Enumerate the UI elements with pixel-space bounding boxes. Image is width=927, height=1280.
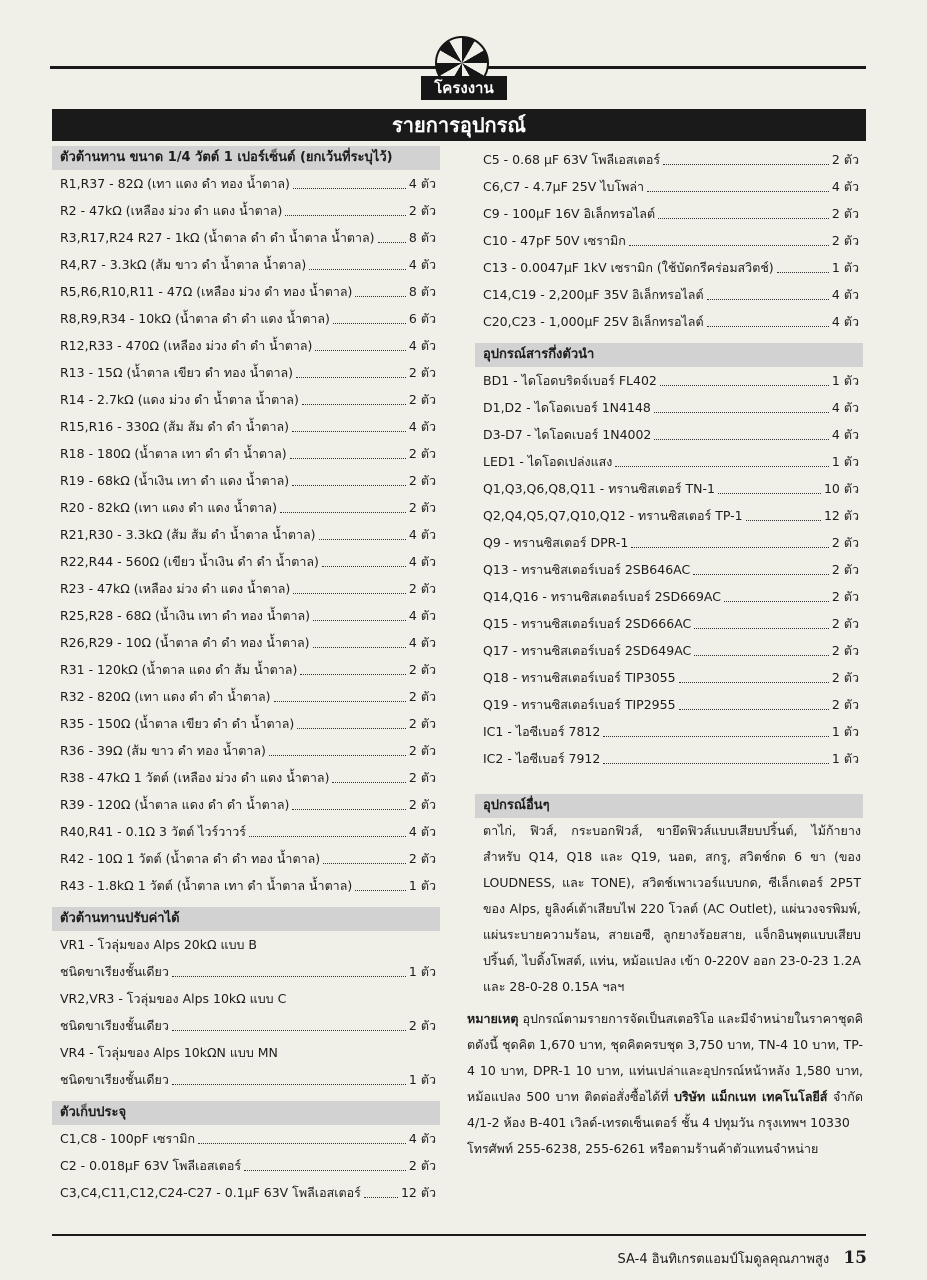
- part-quantity: 4 ตัว: [831, 427, 859, 442]
- dot-leader: [654, 412, 829, 413]
- part-name: C2 - 0.018μF 63V โพลีเอสเตอร์: [60, 1158, 242, 1173]
- pot-item: [52, 1012, 440, 1039]
- part-name: R26,R29 - 10Ω (น้ำตาล ดำ ดำ ทอง น้ำตาล): [60, 635, 310, 650]
- semiconductor-list: [475, 367, 863, 772]
- resistor-item: [52, 386, 440, 413]
- resistor-item: [52, 548, 440, 575]
- part-name: C10 - 47pF 50V เซรามิก: [483, 233, 626, 248]
- part-quantity: 2 ตัว: [831, 670, 859, 685]
- resistor-item: [52, 494, 440, 521]
- pot-item-title: VR2,VR3 - โวลุ่มของ Alps 10kΩ แบบ C: [60, 991, 287, 1006]
- dot-leader: [293, 593, 406, 594]
- others-text: ตาไก่, ฟิวส์, กระบอกฟิวส์, ขายึดฟิวส์แบบเสียบปริ้นต์, ไม้ก้ายาง สำหรับ Q14, Q18 และ Q19, นอต, สกรู, สวิตช์กด 6 ขา (ของ LOUDNESS, และ TONE), สวิตช์เพาเวอร์แบบกด, ซีเล็กเตอร์ 2P5T ของ Alps, ยูลิงค์เต้าเสียบไฟ 220 โวลต์ (AC Outlet), แผ่นวงจรพิมพ์, แผ่นระบายความร้อน, สายเอซี, ลูกยางร้อยสาย, แจ็กอินพุตแบบเสียบปริ้นต์, ไบดิ้งโพสต์, แท่น, หม้อแปลง เข้า 0-220V ออก 23-0-23 1.2A และ 28-0-28 0.15A ฯลฯ: [483, 823, 861, 994]
- semiconductor-item: [475, 610, 863, 637]
- part-quantity: 2 ตัว: [408, 770, 436, 785]
- dot-leader: [290, 458, 406, 459]
- pot-item-title: VR1 - โวลุ่มของ Alps 20kΩ แบบ B: [60, 937, 257, 952]
- part-quantity: 2 ตัว: [408, 797, 436, 812]
- part-quantity: 2 ตัว: [831, 206, 859, 221]
- part-name: R14 - 2.7kΩ (แดง ม่วง ดำ น้ำตาล น้ำตาล): [60, 392, 299, 407]
- part-name: R21,R30 - 3.3kΩ (ส้ม ส้ม ดำ น้ำตาล น้ำตาล): [60, 527, 316, 542]
- part-name: Q1,Q3,Q6,Q8,Q11 - ทรานซิสเตอร์ TN-1: [483, 481, 715, 496]
- dot-leader: [658, 218, 829, 219]
- note-label: หมายเหตุ: [467, 1011, 519, 1026]
- part-name: Q18 - ทรานซิสเตอร์เบอร์ TIP3055: [483, 670, 676, 685]
- part-quantity: 2 ตัว: [831, 616, 859, 631]
- part-quantity: 2 ตัว: [831, 589, 859, 604]
- semiconductor-item: [475, 664, 863, 691]
- semiconductor-item: [475, 475, 863, 502]
- semiconductor-item: [475, 529, 863, 556]
- part-quantity: 8 ตัว: [408, 230, 436, 245]
- part-quantity: 2 ตัว: [408, 662, 436, 677]
- dot-leader: [274, 701, 406, 702]
- part-name: Q17 - ทรานซิสเตอร์เบอร์ 2SD649AC: [483, 643, 692, 658]
- part-name: C20,C23 - 1,000μF 25V อิเล็กทรอไลต์: [483, 314, 704, 329]
- resistor-item: [52, 656, 440, 683]
- capacitor-item: [475, 227, 863, 254]
- resistor-item: [52, 764, 440, 791]
- semiconductor-item: [475, 718, 863, 745]
- part-quantity: 4 ตัว: [831, 314, 859, 329]
- capacitor-list-continued: [475, 146, 863, 335]
- resistor-item: [52, 305, 440, 332]
- dot-leader: [292, 431, 406, 432]
- resistors-heading: ตัวต้านทาน ขนาด 1/4 วัตต์ 1 เปอร์เซ็นต์ (ยกเว้นที่ระบุไว้): [52, 146, 440, 170]
- dot-leader: [355, 890, 406, 891]
- semiconductor-item: [475, 502, 863, 529]
- part-name: Q15 - ทรานซิสเตอร์เบอร์ 2SD666AC: [483, 616, 692, 631]
- part-quantity: 4 ตัว: [831, 179, 859, 194]
- dot-leader: [269, 755, 406, 756]
- resistor-item: [52, 845, 440, 872]
- resistor-item: [52, 629, 440, 656]
- resistor-item: [52, 278, 440, 305]
- part-quantity: 4 ตัว: [408, 176, 436, 191]
- part-quantity: 2 ตัว: [408, 500, 436, 515]
- semiconductor-item: [475, 745, 863, 772]
- resistor-list: [52, 170, 440, 899]
- part-name: C6,C7 - 4.7μF 25V ไบโพล่า: [483, 179, 645, 194]
- resistor-item: [52, 332, 440, 359]
- resistor-item: [52, 440, 440, 467]
- semiconductor-item: [475, 556, 863, 583]
- part-quantity: 2 ตัว: [408, 365, 436, 380]
- part-name: C5 - 0.68 μF 63V โพลีเอสเตอร์: [483, 152, 661, 167]
- resistor-item: [52, 818, 440, 845]
- dot-leader: [364, 1197, 398, 1198]
- others-heading: อุปกรณ์อื่นๆ: [475, 794, 863, 818]
- part-name: C9 - 100μF 16V อิเล็กทรอไลต์: [483, 206, 656, 221]
- semiconductor-item: [475, 421, 863, 448]
- dot-leader: [285, 215, 406, 216]
- dot-leader: [615, 466, 829, 467]
- bottom-rule: [52, 1234, 866, 1236]
- semiconductor-item: [475, 394, 863, 421]
- part-quantity: 2 ตัว: [831, 152, 859, 167]
- part-name: Q2,Q4,Q5,Q7,Q10,Q12 - ทรานซิสเตอร์ TP-1: [483, 508, 743, 523]
- resistor-item: [52, 251, 440, 278]
- part-quantity: 4 ตัว: [408, 419, 436, 434]
- dot-leader: [296, 377, 406, 378]
- part-name: R20 - 82kΩ (เทา แดง ดำ แดง น้ำตาล): [60, 500, 277, 515]
- resistor-item: [52, 575, 440, 602]
- part-quantity: 4 ตัว: [408, 257, 436, 272]
- part-quantity: 1 ตัว: [408, 964, 436, 979]
- part-quantity: 4 ตัว: [408, 554, 436, 569]
- dot-leader: [302, 404, 406, 405]
- dot-leader: [313, 647, 406, 648]
- part-quantity: 1 ตัว: [831, 724, 859, 739]
- dot-leader: [777, 272, 829, 273]
- part-name: D3-D7 - ไดโอดเบอร์ 1N4002: [483, 427, 652, 442]
- part-name: C13 - 0.0047μF 1kV เซรามิก (ใช้บัดกรีคร่อมสวิตช์): [483, 260, 774, 275]
- dot-leader: [378, 242, 406, 243]
- part-quantity: 1 ตัว: [831, 373, 859, 388]
- page-title: รายการอุปกรณ์: [52, 109, 866, 141]
- capacitor-item: [52, 1152, 440, 1179]
- part-quantity: 2 ตัว: [408, 392, 436, 407]
- part-quantity: 4 ตัว: [408, 338, 436, 353]
- capacitor-item: [475, 146, 863, 173]
- resistor-item: [52, 224, 440, 251]
- part-quantity: 1 ตัว: [408, 1072, 436, 1087]
- note-phone: โทรศัพท์ 255-6238, 255-6261 หรือตามร้านค้าตัวแทนจำหน่าย: [467, 1141, 819, 1156]
- part-quantity: 2 ตัว: [408, 1018, 436, 1033]
- semiconductor-item: [475, 367, 863, 394]
- resistor-item: [52, 521, 440, 548]
- pot-item: [52, 958, 440, 985]
- part-quantity: 2 ตัว: [408, 1158, 436, 1173]
- dot-leader: [319, 539, 406, 540]
- part-name: R5,R6,R10,R11 - 47Ω (เหลือง ม่วง ดำ ทอง น้ำตาล): [60, 284, 353, 299]
- dot-leader: [172, 1084, 406, 1085]
- semis-heading: อุปกรณ์สารกึ่งตัวนำ: [475, 343, 863, 367]
- dot-leader: [297, 728, 406, 729]
- resistor-item: [52, 872, 440, 899]
- capacitor-item: [475, 200, 863, 227]
- part-quantity: 4 ตัว: [408, 635, 436, 650]
- part-name: C14,C19 - 2,200μF 35V อิเล็กทรอไลต์: [483, 287, 704, 302]
- note-text: อุปกรณ์ตามรายการจัดเป็นสเตอริโอ และมีจำหน่ายในราคาชุดคิตดังนี้ ชุดคิต 1,670 บาท, ชุดคิตครบชุด 3,750 บาท, TN-4 10 บาท, TP-4 10 บาท, DPR-1 10 บาท, แท่นเปล่าและอุปกรณ์หน้าหลัง 1,580 บาท, หม้อแปลง 500 บาท ติดต่อสั่งซื้อได้ที่: [467, 1011, 863, 1104]
- part-name: R38 - 47kΩ 1 วัตต์ (เหลือง ม่วง ดำ แดง น้ำตาล): [60, 770, 330, 785]
- right-column: [467, 146, 863, 1162]
- part-quantity: 4 ตัว: [831, 400, 859, 415]
- part-name: R22,R44 - 560Ω (เขียว น้ำเงิน ดำ ดำ น้ำตาล): [60, 554, 319, 569]
- part-quantity: 1 ตัว: [831, 751, 859, 766]
- pots-heading: ตัวต้านทานปรับค่าได้: [52, 907, 440, 931]
- part-quantity: 2 ตัว: [831, 697, 859, 712]
- part-name: R3,R17,R24 R27 - 1kΩ (น้ำตาล ดำ ดำ น้ำตาล น้ำตาล): [60, 230, 375, 245]
- part-quantity: 4 ตัว: [408, 824, 436, 839]
- capacitor-item: [475, 308, 863, 335]
- part-quantity: 12 ตัว: [823, 508, 859, 523]
- part-quantity: 2 ตัว: [408, 473, 436, 488]
- semiconductor-item: [475, 583, 863, 610]
- capacitor-item: [52, 1179, 440, 1206]
- part-name: C1,C8 - 100pF เซรามิก: [60, 1131, 196, 1146]
- part-name: R19 - 68kΩ (น้ำเงิน เทา ดำ แดง น้ำตาล): [60, 473, 290, 488]
- dot-leader: [718, 493, 821, 494]
- resistor-item: [52, 683, 440, 710]
- dot-leader: [292, 485, 406, 486]
- part-name: ชนิดขาเรียงชั้นเดียว: [60, 1072, 169, 1087]
- dot-leader: [244, 1170, 406, 1171]
- dot-leader: [707, 326, 829, 327]
- semiconductor-item: [475, 637, 863, 664]
- capacitor-item: [475, 254, 863, 281]
- dot-leader: [322, 566, 406, 567]
- left-column: [52, 146, 440, 1206]
- footer-caption: SA-4 อินทิเกรตแอมป์โมดูลคุณภาพสูง: [617, 1252, 830, 1267]
- resistor-item: [52, 467, 440, 494]
- dot-leader: [292, 809, 406, 810]
- part-name: IC1 - ไอซีเบอร์ 7812: [483, 724, 601, 739]
- dot-leader: [172, 976, 406, 977]
- semiconductor-item: [475, 691, 863, 718]
- part-name: R35 - 150Ω (น้ำตาล เขียว ดำ ดำ น้ำตาล): [60, 716, 295, 731]
- part-name: R2 - 47kΩ (เหลือง ม่วง ดำ แดง น้ำตาล): [60, 203, 283, 218]
- part-name: R23 - 47kΩ (เหลือง ม่วง ดำ แดง น้ำตาล): [60, 581, 291, 596]
- part-name: R36 - 39Ω (ส้ม ขาว ดำ ทอง น้ำตาล): [60, 743, 266, 758]
- dot-leader: [198, 1143, 406, 1144]
- resistor-item: [52, 359, 440, 386]
- dot-leader: [603, 763, 829, 764]
- resistor-item: [52, 791, 440, 818]
- part-quantity: 4 ตัว: [408, 1131, 436, 1146]
- part-name: R1,R37 - 82Ω (เทา แดง ดำ ทอง น้ำตาล): [60, 176, 290, 191]
- part-name: R32 - 820Ω (เทา แดง ดำ ดำ น้ำตาล): [60, 689, 271, 704]
- part-name: ชนิดขาเรียงชั้นเดียว: [60, 1018, 169, 1033]
- part-name: R43 - 1.8kΩ 1 วัตต์ (น้ำตาล เทา ดำ น้ำตาล น้ำตาล): [60, 878, 353, 893]
- part-name: R39 - 120Ω (น้ำตาล แดง ดำ ดำ น้ำตาล): [60, 797, 290, 812]
- resistor-item: [52, 737, 440, 764]
- note-paragraph: [467, 1006, 863, 1162]
- part-name: BD1 - ไดโอดบริดจ์เบอร์ FL402: [483, 373, 657, 388]
- dot-leader: [249, 836, 406, 837]
- dot-leader: [332, 782, 405, 783]
- dot-leader: [694, 655, 829, 656]
- dot-leader: [693, 574, 829, 575]
- part-name: R13 - 15Ω (น้ำตาล เขียว ดำ ทอง น้ำตาล): [60, 365, 293, 380]
- part-quantity: 1 ตัว: [408, 878, 436, 893]
- dot-leader: [663, 164, 829, 165]
- caps-heading: ตัวเก็บประจุ: [52, 1101, 440, 1125]
- resistor-item: [52, 602, 440, 629]
- dot-leader: [293, 188, 406, 189]
- part-quantity: 2 ตัว: [831, 562, 859, 577]
- part-quantity: 1 ตัว: [831, 260, 859, 275]
- dot-leader: [313, 620, 406, 621]
- footer: [618, 1248, 867, 1269]
- part-quantity: 2 ตัว: [831, 535, 859, 550]
- dot-leader: [746, 520, 821, 521]
- resistor-item: [52, 710, 440, 737]
- part-quantity: 4 ตัว: [831, 287, 859, 302]
- note-company: บริษัท แม็กเนท เทคโนโลยีส์: [674, 1089, 828, 1104]
- part-name: Q9 - ทรานซิสเตอร์ DPR-1: [483, 535, 629, 550]
- dot-leader: [660, 385, 829, 386]
- part-quantity: 2 ตัว: [408, 689, 436, 704]
- resistor-item: [52, 170, 440, 197]
- resistor-item: [52, 197, 440, 224]
- capacitor-list: [52, 1125, 440, 1206]
- dot-leader: [707, 299, 829, 300]
- dot-leader: [309, 269, 406, 270]
- dot-leader: [603, 736, 829, 737]
- part-name: R40,R41 - 0.1Ω 3 วัตต์ ไวร์วาวร์: [60, 824, 246, 839]
- dot-leader: [333, 323, 406, 324]
- part-name: R42 - 10Ω 1 วัตต์ (น้ำตาล ดำ ดำ ทอง น้ำตาล): [60, 851, 321, 866]
- part-name: R4,R7 - 3.3kΩ (ส้ม ขาว ดำ น้ำตาล น้ำตาล): [60, 257, 307, 272]
- dot-leader: [172, 1030, 406, 1031]
- capacitor-item: [475, 281, 863, 308]
- part-name: Q14,Q16 - ทรานซิสเตอร์เบอร์ 2SD669AC: [483, 589, 721, 604]
- part-name: Q13 - ทรานซิสเตอร์เบอร์ 2SB646AC: [483, 562, 691, 577]
- part-quantity: 2 ตัว: [408, 203, 436, 218]
- dot-leader: [629, 245, 829, 246]
- part-quantity: 1 ตัว: [831, 454, 859, 469]
- part-name: R8,R9,R34 - 10kΩ (น้ำตาล ดำ ดำ แดง น้ำตาล): [60, 311, 330, 326]
- part-quantity: 10 ตัว: [823, 481, 859, 496]
- note-address: จำกัด 4/1-2 ห้อง B-401 เวิลด์-เทรดเซ็นเตอร์ ชั้น 4 ปทุมวัน กรุงเทพฯ 10330: [467, 1089, 863, 1130]
- dot-leader: [694, 628, 829, 629]
- part-quantity: 6 ตัว: [408, 311, 436, 326]
- part-name: IC2 - ไอซีเบอร์ 7912: [483, 751, 601, 766]
- part-name: ชนิดขาเรียงชั้นเดียว: [60, 964, 169, 979]
- dot-leader: [724, 601, 829, 602]
- part-quantity: 12 ตัว: [400, 1185, 436, 1200]
- part-quantity: 4 ตัว: [408, 527, 436, 542]
- part-name: C3,C4,C11,C12,C24-C27 - 0.1μF 63V โพลีเอสเตอร์: [60, 1185, 361, 1200]
- part-name: R31 - 120kΩ (น้ำตาล แดง ดำ ส้ม น้ำตาล): [60, 662, 298, 677]
- dot-leader: [647, 191, 829, 192]
- capacitor-item: [475, 173, 863, 200]
- part-quantity: 2 ตัว: [408, 743, 436, 758]
- part-name: LED1 - ไดโอดเปล่งแสง: [483, 454, 613, 469]
- dot-leader: [280, 512, 406, 513]
- part-quantity: 2 ตัว: [831, 643, 859, 658]
- part-name: R15,R16 - 330Ω (ส้ม ส้ม ดำ ดำ น้ำตาล): [60, 419, 290, 434]
- section-logo: โครงงาน: [421, 76, 507, 100]
- dot-leader: [679, 709, 829, 710]
- pot-item-title: VR4 - โวลุ่มของ Alps 10kΩN แบบ MN: [60, 1045, 278, 1060]
- part-quantity: 2 ตัว: [408, 581, 436, 596]
- part-quantity: 2 ตัว: [408, 446, 436, 461]
- dot-leader: [323, 863, 406, 864]
- part-quantity: 8 ตัว: [408, 284, 436, 299]
- part-name: R12,R33 - 470Ω (เหลือง ม่วง ดำ ดำ น้ำตาล): [60, 338, 313, 353]
- semiconductor-item: [475, 448, 863, 475]
- part-quantity: 2 ตัว: [831, 233, 859, 248]
- pot-list: [52, 931, 440, 1093]
- dot-leader: [300, 674, 406, 675]
- part-quantity: 2 ตัว: [408, 716, 436, 731]
- dot-leader: [315, 350, 405, 351]
- part-name: D1,D2 - ไดโอดเบอร์ 1N4148: [483, 400, 651, 415]
- capacitor-item: [52, 1125, 440, 1152]
- pot-item: [52, 1066, 440, 1093]
- part-quantity: 4 ตัว: [408, 608, 436, 623]
- part-name: Q19 - ทรานซิสเตอร์เบอร์ TIP2955: [483, 697, 676, 712]
- resistor-item: [52, 413, 440, 440]
- dot-leader: [654, 439, 829, 440]
- part-name: R25,R28 - 68Ω (น้ำเงิน เทา ดำ ทอง น้ำตาล): [60, 608, 311, 623]
- dot-leader: [631, 547, 829, 548]
- dot-leader: [679, 682, 829, 683]
- page-number: 15: [843, 1248, 867, 1268]
- part-quantity: 2 ตัว: [408, 851, 436, 866]
- dot-leader: [355, 296, 406, 297]
- part-name: R18 - 180Ω (น้ำตาล เทา ดำ ดำ น้ำตาล): [60, 446, 287, 461]
